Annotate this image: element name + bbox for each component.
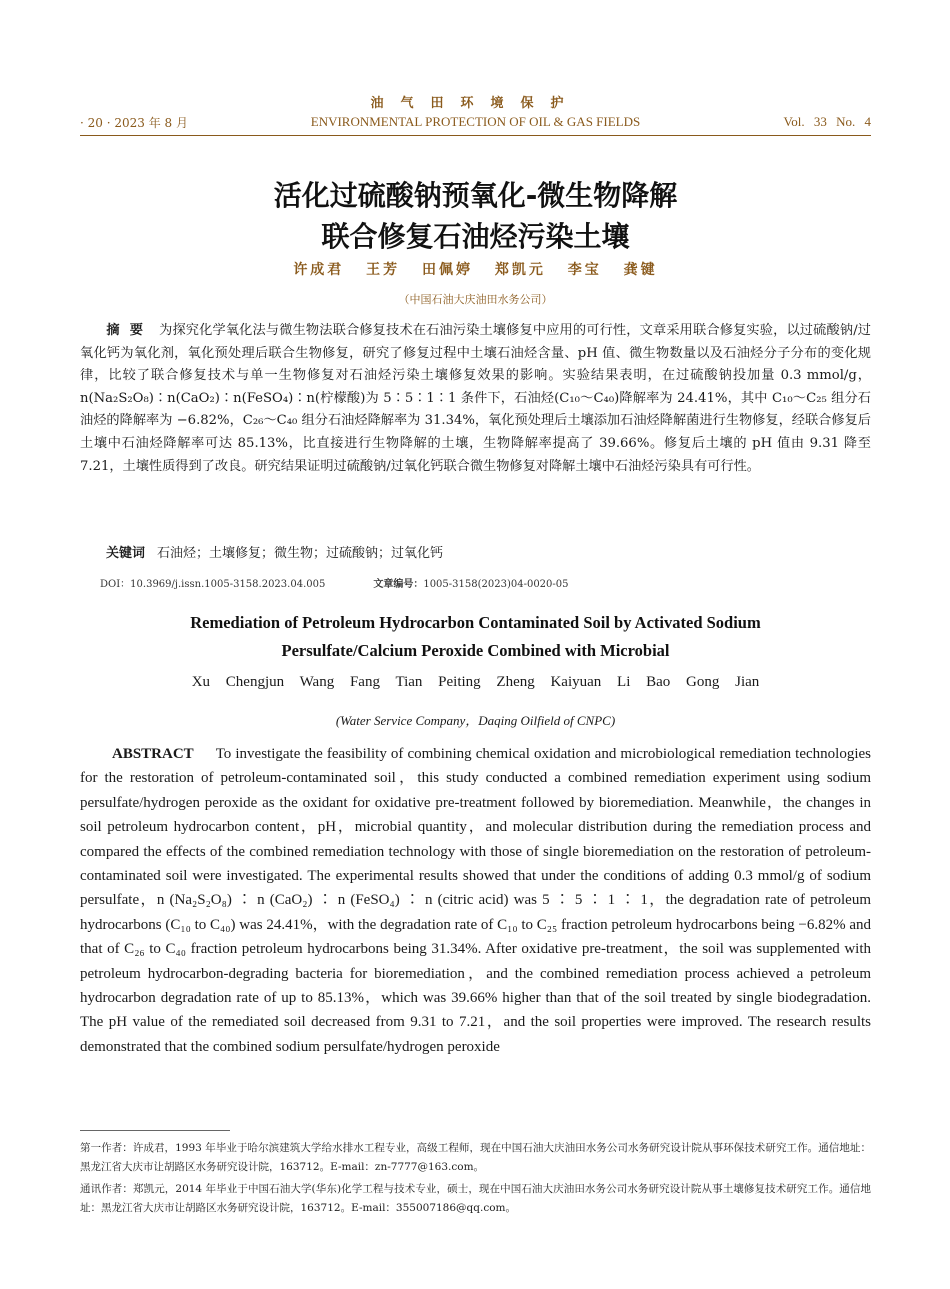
footnote-rule (80, 1130, 230, 1131)
article-number-label: 文章编号： (373, 579, 424, 590)
doi-label: DOI： (100, 579, 131, 590)
title-en-line2: Persulfate/Calcium Peroxide Combined with Microbial (281, 641, 670, 660)
abstract-cn-label: 摘要 (106, 323, 154, 338)
affiliation-en: (Water Service Company，Daqing Oilfield of CNPC) (335, 713, 616, 728)
keywords-cn (80, 542, 871, 561)
keywords-cn-label: 关键词 (106, 546, 146, 561)
footnotes (80, 1139, 871, 1221)
footnote-corresponding-author: 通讯作者：郑凯元，2014 年毕业于中国石油大学(华东)化学工程与技术专业，硕士，现在中国石油大庆油田水务公司水务研究设计院从事土壤修复技术研究工作。通信地址：黑龙江省大庆市让胡路区水务研究设计院，163712。E-mail：355007186@qq.com。 (80, 1183, 871, 1214)
abstract-en (80, 742, 871, 1059)
article-number: 1005-3158(2023)04-0020-05 (423, 579, 569, 590)
page-and-date: · 20 · 2023 年 8 月 (80, 116, 188, 130)
abstract-en-label: ABSTRACT (112, 746, 194, 762)
abstract-en-text: To investigate the feasibility of combining chemical oxidation and microbiological remediation technologies for the restoration of petroleum-contaminated soil，this study conducted a combined remediation experiment using sodium persulfate/hydrogen peroxide as the oxidant for oxidative pre-treatment followed by bioremediation. Meanwhile，the changes in soil petroleum hydrocarbon content，pH，microbial quantity，and molecular distribution during the remediation process and compared the effects of the combined remediation technology with those of single bioremediation on the restoration of petroleum-contaminated soil were investigated. The experimental results showed that under the conditions of adding 0.3 mmol/g of sodium persulfate，n (Na₂S₂O₈) ∶ n (CaO₂) ∶ n (FeSO₄) ∶ n (citric acid) was 5 ∶ 5 ∶ 1 ∶ 1，the degradation rate of petroleum hydrocarbons (C₁₀ to C₄₀) was 24.41%，with the degradation rate of C₁₀ to C₂₅ fraction petroleum hydrocarbons being −6.82% and that of C₂₆ to C₄₀ fraction petroleum hydrocarbons being 31.34%. After oxidative pre-treatment，the soil was supplemented with petroleum hydrocarbon-degrading bacteria for bioremediation，and the combined remediation process achieved a petroleum hydrocarbon degradation rate of up to 85.13%，which was 39.66% higher than that of the soil treated by single biodegradation. The pH value of the remediated soil decreased from 9.31 to 7.21，and the soil properties were improved. The research results demonstrated that the combined sodium persulfate/hydrogen peroxide (80, 746, 871, 1055)
authors-en: Xu Chengjun Wang Fang Tian Peiting Zheng Kaiyuan Li Bao Gong Jian (191, 674, 760, 690)
keywords-cn-text: 石油烃；土壤修复；微生物；过硫酸钠；过氧化钙 (157, 546, 444, 561)
doi-value: 10.3969/j.issn.1005-3158.2023.04.005 (130, 579, 326, 590)
affiliation-cn: （中国石油大庆油田水务公司） (398, 293, 553, 306)
title-en-line1: Remediation of Petroleum Hydrocarbon Contaminated Soil by Activated Sodium (190, 613, 761, 632)
title-en (80, 609, 871, 665)
volume-issue: Vol. 33 No. 4 (783, 114, 871, 129)
journal-name-cn: 油气田环境保护 (370, 96, 581, 111)
authors-cn: 许成君 王芳 田佩婷 郑凯元 李宝 龚键 (293, 262, 658, 278)
header-rule (80, 135, 871, 136)
title-cn (80, 175, 871, 257)
title-cn-line2: 联合修复石油烃污染土壤 (321, 220, 630, 253)
abstract-cn-text: 为探究化学氧化法与微生物法联合修复技术在石油污染土壤修复中应用的可行性，文章采用联合修复实验，以过硫酸钠/过氧化钙为氧化剂，氧化预处理后联合生物修复，研究了修复过程中土壤石油烃含量、pH 值、微生物数量以及石油烃分子分布的变化规律，比较了联合修复技术与单一生物修复对石油烃污染土壤修复效果的影响。实验结果表明，在过硫酸钠投加量 0.3 mmol/g，n(Na₂S₂O₈)∶n(CaO₂)∶n(FeSO₄)∶n(柠檬酸)为 5∶5∶1∶1 条件下，石油烃(C₁₀～C₄₀)降解率为 24.41%，其中 C₁₀～C₂₅ 组分石油烃的降解率为 −6.82%，C₂₆～C₄₀ 组分石油烃降解率为 31.34%，氧化预处理后土壤添加石油烃降解菌进行生物修复，经联合修复后土壤中石油烃降解率可达 85.13%，比直接进行生物降解的土壤，生物降解率提高了 39.66%。修复后土壤的 pH 值由 9.31 降至 7.21，土壤性质得到了改良。研究结果证明过硫酸钠/过氧化钙联合微生物修复对降解土壤中石油烃污染具有可行性。 (80, 323, 871, 474)
title-cn-line1: 活化过硫酸钠预氧化-微生物降解 (273, 179, 678, 212)
journal-name-en: ENVIRONMENTAL PROTECTION OF OIL & GAS FIELDS (310, 114, 641, 129)
abstract-cn (80, 320, 871, 478)
doi-line (100, 575, 569, 590)
footnote-first-author: 第一作者：许成君，1993 年毕业于哈尔滨建筑大学给水排水工程专业，高级工程师，现在中国石油大庆油田水务公司水务研究设计院从事环保技术研究工作。通信地址：黑龙江省大庆市让胡路区水务研究设计院，163712。E-mail：zn-7777@163.com。 (80, 1142, 871, 1173)
